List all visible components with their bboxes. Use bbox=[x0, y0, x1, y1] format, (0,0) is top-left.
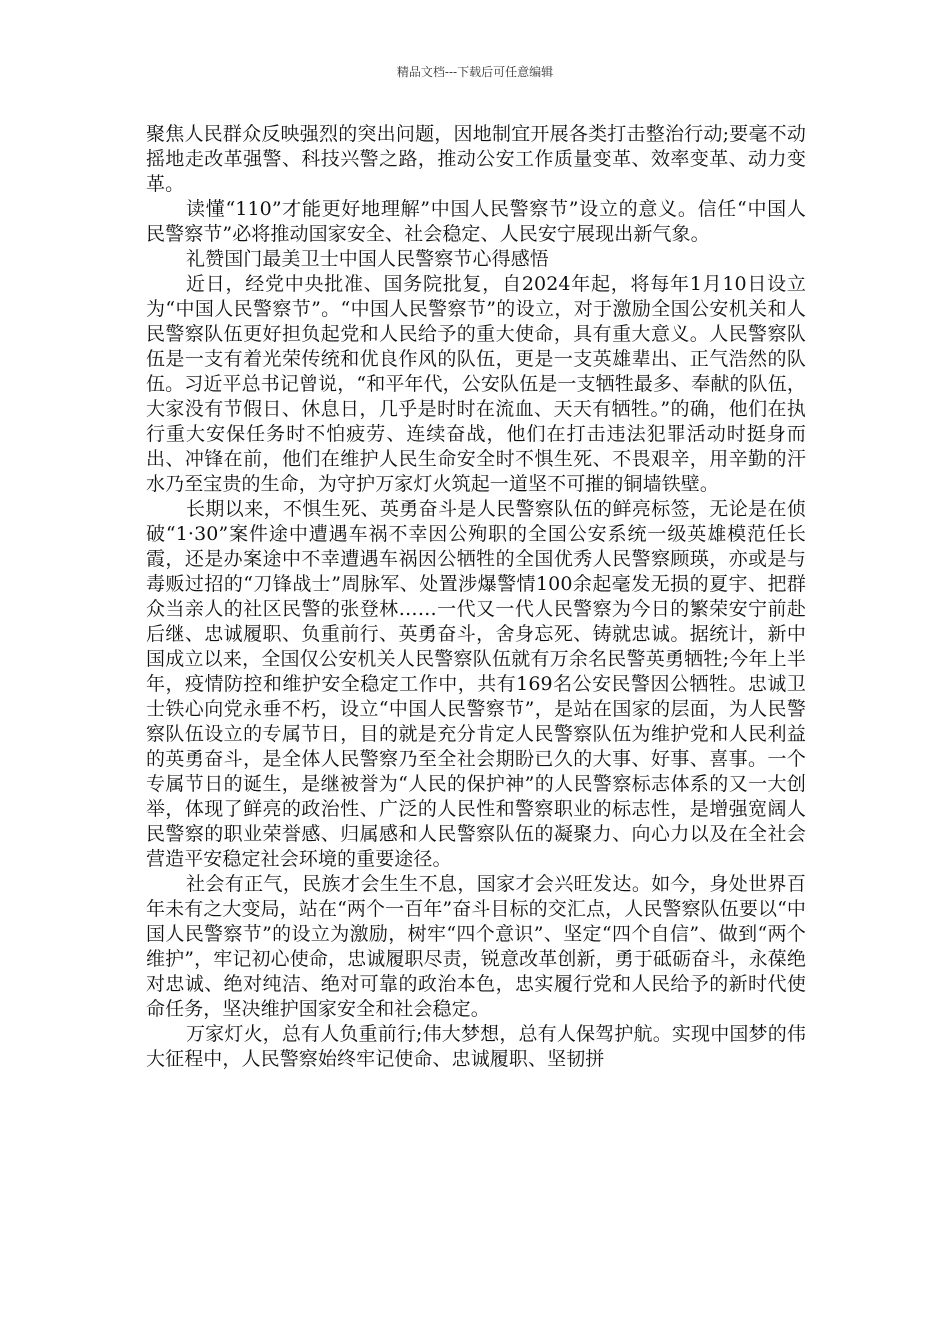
paragraph-6: 万家灯火，总有人负重前行;伟大梦想，总有人保驾护航。实现中国梦的伟大征程中，人民警察始终牢记使命、忠诚履职、坚韧拼 bbox=[146, 1023, 806, 1070]
paragraph-3: 近日，经党中央批准、国务院批复，自2024年起，将每年1月10日设立为“中国人民警察节”。“中国人民警察节”的设立，对于激励全国公安机关和人民警察队伍更好担负起党和人民给予的重大使命，具有重大意义。人民警察队伍是一支有着光荣传统和优良作风的队伍，更是一支英雄辈出、正气浩然的队伍。习近平总书记曾说，“和平年代，公安队伍是一支牺牲最多、奉献的队伍，大家没有节假日、休息日，几乎是时时在流血、天天有牺牲。”的确，他们在执行重大安保任务时不怕疲劳、连续奋战，他们在打击违法犯罪活动时挺身而出、冲锋在前，他们在维护人民生命安全时不惧生死、不畏艰辛，用辛勤的汗水乃至宝贵的生命，为守护万家灯火筑起一道坚不可摧的铜墙铁壁。 bbox=[146, 273, 806, 495]
section-title: 礼赞国门最美卫士中国人民警察节心得感悟 bbox=[186, 248, 549, 270]
paragraph-4: 长期以来，不惧生死、英勇奋斗是人民警察队伍的鲜亮标签，无论是在侦破“1·30”案件途中遭遇车祸不幸因公殉职的全国公安系统一级英雄模范任长霞，还是办案途中不幸遭遇车祸因公牺牲的全国优秀人民警察顾瑛，亦或是与毒贩过招的“刀锋战士”周脉军、处置涉爆警情100余起毫发无损的夏宇、把群众当亲人的社区民警的张登林……一代又一代人民警察为今日的繁荣安宁前赴后继、忠诚履职、负重前行、英勇奋斗，舍身忘死、铸就忠诚。据统计，新中国成立以来，全国仅公安机关人民警察队伍就有万余名民警英勇牺牲;今年上半年，疫情防控和维护安全稳定工作中，共有169名公安民警因公牺牲。忠诚卫士铁心向党永垂不朽，设立“中国人民警察节”，是站在国家的层面，为人民警察队伍设立的专属节日，目的就是充分肯定人民警察队伍为维护党和人民利益的英勇奋斗，是全体人民警察乃至全社会期盼已久的大事、好事、喜事。一个专属节日的诞生，是继被誉为“人民的保护神”的人民警察标志体系的又一大创举，体现了鲜亮的政治性、广泛的人民性和警察职业的标志性，是增强宽阔人民警察的职业荣誉感、归属感和人民警察队伍的凝聚力、向心力以及在全社会营造平安稳定社会环境的重要途径。 bbox=[146, 498, 806, 870]
paragraph-5: 社会有正气，民族才会生生不息，国家才会兴旺发达。如今，身处世界百年未有之大变局，站在“两个一百年”奋斗目标的交汇点，人民警察队伍要以“中国人民警察节”的设立为激励，树牢“四个意识”、坚定“四个自信”、做到“两个维护”，牢记初心使命，忠诚履职尽责，锐意改革创新，勇于砥砺奋斗，永葆绝对忠诚、绝对纯洁、绝对可靠的政治本色，忠实履行党和人民给予的新时代使命任务，坚决维护国家安全和社会稳定。 bbox=[146, 873, 806, 1020]
paragraph-1: 聚焦人民群众反映强烈的突出问题，因地制宜开展各类打击整治行动;要毫不动摇地走改革强警、科技兴警之路，推动公安工作质量变革、效率变革、动力变革。 bbox=[146, 123, 806, 195]
page-header: 精品文档---下载后可任意编辑 bbox=[396, 65, 554, 79]
document-body bbox=[146, 122, 806, 1072]
paragraph-2: 读懂“110”才能更好地理解”中国人民警察节”设立的意义。信任“中国人民警察节”必将推动国家安全、社会稳定、人民安宁展现出新气象。 bbox=[146, 198, 806, 245]
